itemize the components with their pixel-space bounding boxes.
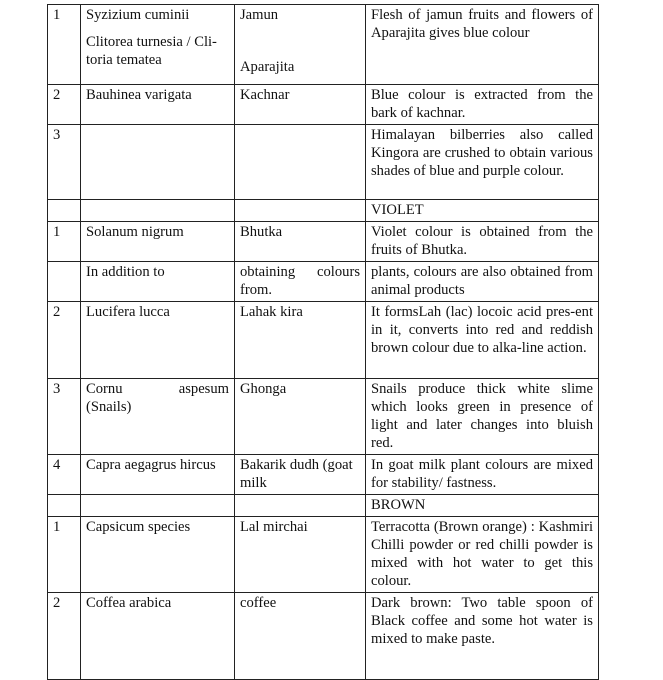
- table-row: [48, 455, 599, 495]
- description: Himalayan bilberries also called Kingora are crushed to obtain various shades of blue and purple colour.: [366, 125, 599, 200]
- section-header-brown: BROWN: [366, 495, 599, 517]
- table-row: [48, 125, 599, 200]
- scientific-name: Solanum nigrum: [81, 222, 235, 262]
- common-name: [235, 125, 366, 200]
- scientific-name: Capsicum species: [81, 517, 235, 593]
- scientific-name: Bauhinea varigata: [81, 85, 235, 125]
- scientific-name: aspesum: [178, 381, 229, 397]
- table-row: [48, 517, 599, 593]
- scientific-name: Lucifera lucca: [81, 302, 235, 379]
- row-number: 2: [48, 302, 81, 379]
- common-name-cell: [235, 5, 366, 85]
- row-number: 3: [48, 125, 81, 200]
- scientific-name: (Snails): [86, 399, 132, 415]
- table-row: [48, 85, 599, 125]
- description: Violet colour is obtained from the fruits of Bhutka.: [366, 222, 599, 262]
- scientific-name-cell: [81, 5, 235, 85]
- common-name: colours: [317, 264, 360, 280]
- scientific-name: [81, 125, 235, 200]
- table-row: [48, 262, 599, 302]
- table-row: [48, 379, 599, 455]
- table-row: [48, 5, 599, 85]
- scientific-name: Coffea arabica: [81, 593, 235, 680]
- scientific-name: Cornu: [86, 381, 123, 397]
- common-name: from.: [240, 282, 273, 298]
- scientific-name: Clitorea turnesia / Cli-toria tematea: [86, 34, 217, 68]
- common-name: Ghonga: [235, 379, 366, 455]
- scientific-name-cell: [81, 379, 235, 455]
- section-header-row: [48, 200, 599, 222]
- description: In goat milk plant colours are mixed for stability/ fastness.: [366, 455, 599, 495]
- description: Blue colour is extracted from the bark of kachnar.: [366, 85, 599, 125]
- common-name: coffee: [235, 593, 366, 680]
- table-row: [48, 593, 599, 680]
- table-row: [48, 222, 599, 262]
- description: Dark brown: Two table spoon of Black coffee and some hot water is mixed to make paste.: [366, 593, 599, 680]
- row-number: 3: [48, 379, 81, 455]
- scientific-name: Syzizium cuminii: [86, 7, 190, 23]
- common-name: Aparajita: [240, 59, 295, 75]
- common-name: Jamun: [240, 7, 279, 23]
- row-number: 1: [48, 517, 81, 593]
- common-name-cell: [235, 262, 366, 302]
- section-header-violet: VIOLET: [366, 200, 599, 222]
- row-number: 1: [48, 5, 81, 85]
- description: Flesh of jamun fruits and flowers of Aparajita gives blue colour: [366, 5, 599, 85]
- common-name: Kachnar: [235, 85, 366, 125]
- row-number: 2: [48, 85, 81, 125]
- common-name: Lahak kira: [235, 302, 366, 379]
- common-name: Lal mirchai: [235, 517, 366, 593]
- row-number: [48, 262, 81, 302]
- table-row: [48, 302, 599, 379]
- dye-sources-table: [47, 4, 599, 680]
- scientific-name: In addition to: [81, 262, 235, 302]
- common-name: Bakarik dudh (goat milk: [235, 455, 366, 495]
- row-number: 4: [48, 455, 81, 495]
- description: plants, colours are also obtained from animal products: [366, 262, 599, 302]
- scientific-name: Capra aegagrus hircus: [81, 455, 235, 495]
- section-header-row: [48, 495, 599, 517]
- common-name: Bhutka: [235, 222, 366, 262]
- description: Snails produce thick white slime which looks green in presence of light and later changes into bluish red.: [366, 379, 599, 455]
- row-number: 2: [48, 593, 81, 680]
- row-number: 1: [48, 222, 81, 262]
- description: It formsLah (lac) locoic acid pres-ent in it, converts into red and reddish brown colour due to alka-line action.: [366, 302, 599, 379]
- common-name: obtaining: [240, 264, 296, 280]
- description: Terracotta (Brown orange) : Kashmiri Chilli powder or red chilli powder is mixed with hot water to get this colour.: [366, 517, 599, 593]
